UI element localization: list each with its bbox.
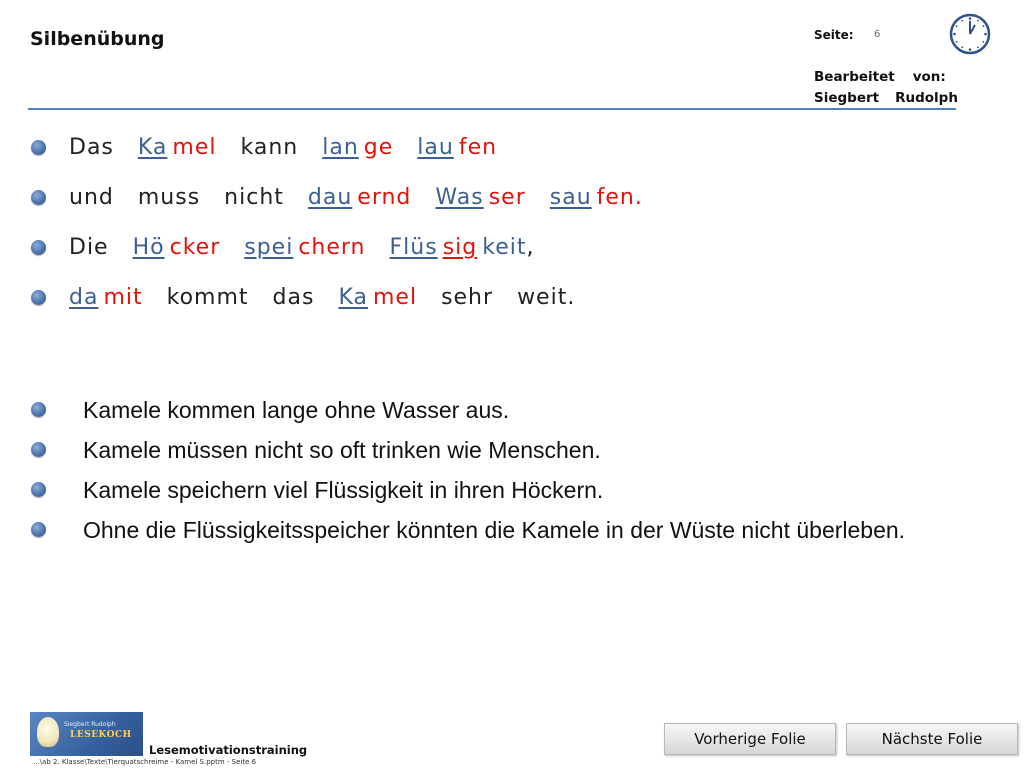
syllable: weit <box>517 285 568 310</box>
word <box>69 185 114 210</box>
logo-author: Siegbert Rudolph <box>64 721 116 728</box>
word <box>138 185 200 210</box>
editor-first: Siegbert <box>814 90 880 106</box>
syllable: fen <box>458 135 498 160</box>
page-number: 6 <box>874 29 881 40</box>
syllable: kann <box>240 135 299 160</box>
footer-path: ...\ab 2. Klasse\Texte\Tierquatschreime - Kamel S.pptm - Seite 6 <box>33 758 257 766</box>
word <box>322 135 393 160</box>
bullet-icon <box>31 402 46 417</box>
word <box>417 135 497 160</box>
word <box>441 285 493 310</box>
word <box>550 185 643 210</box>
syllable: kommt <box>166 285 249 310</box>
syllable: Die <box>69 235 109 260</box>
syllable: . <box>567 285 576 310</box>
word <box>273 285 315 310</box>
sentence-4: Ohne die Flüssigkeitsspeicher könnten die Kamele in der Wüste nicht überleben. <box>83 517 906 543</box>
syllable: lan <box>322 135 359 160</box>
syllable-line-3 <box>69 235 558 260</box>
bullet-icon <box>31 240 46 255</box>
word <box>69 235 109 260</box>
word <box>435 185 525 210</box>
syllable: lau <box>417 135 454 160</box>
syllable: mel <box>372 285 418 310</box>
word <box>224 185 284 210</box>
word <box>338 285 417 310</box>
next-slide-button[interactable]: Nächste Folie <box>846 723 1018 755</box>
clock-icon[interactable] <box>949 13 991 55</box>
syllable: , <box>526 235 535 260</box>
word <box>241 135 299 160</box>
syllable: mel <box>172 135 217 160</box>
logo-brand: LESEKOCH <box>70 730 132 740</box>
syllable: cker <box>169 235 221 260</box>
syllable: Hö <box>132 235 165 260</box>
word <box>133 235 221 260</box>
word <box>167 285 249 310</box>
word <box>138 135 217 160</box>
bullet-icon <box>31 190 46 205</box>
word <box>69 285 143 310</box>
editor-word1: Bearbeitet <box>814 69 895 85</box>
bullet-icon <box>31 442 46 457</box>
syllable: chern <box>298 235 366 260</box>
word <box>308 185 412 210</box>
lesekoch-logo <box>30 712 143 756</box>
previous-slide-button[interactable]: Vorherige Folie <box>664 723 836 755</box>
sentence-1: Kamele kommen lange ohne Wasser aus. <box>83 397 510 423</box>
word <box>244 235 365 260</box>
syllable: ge <box>363 135 394 160</box>
footer-label: Lesemotivationstraining <box>149 743 308 757</box>
syllable: nicht <box>224 185 284 210</box>
header-divider <box>28 108 956 110</box>
syllable: sig <box>442 235 478 260</box>
syllable-line-2 <box>69 185 667 210</box>
syllable: Ka <box>137 135 168 160</box>
syllable-line-4 <box>69 285 599 310</box>
bullet-icon <box>31 290 46 305</box>
syllable: fen. <box>596 185 643 210</box>
word <box>390 235 535 260</box>
syllable: mit <box>103 285 143 310</box>
editor-credit <box>814 67 958 109</box>
syllable: da <box>69 285 99 310</box>
syllable: Flüs <box>389 235 438 260</box>
syllable: sehr <box>441 285 494 310</box>
page-title: Silbenübung <box>30 28 165 50</box>
syllable: Was <box>435 185 484 210</box>
syllable: Ka <box>338 285 368 310</box>
word <box>517 285 575 310</box>
bullet-icon <box>31 522 46 537</box>
syllable: ernd <box>357 185 412 210</box>
syllable: das <box>272 285 315 310</box>
bulb-icon <box>37 717 59 747</box>
syllable: und <box>69 185 114 210</box>
sentence-2: Kamele müssen nicht so oft trinken wie Menschen. <box>83 437 601 463</box>
syllable-line-1 <box>69 135 521 160</box>
editor-last: Rudolph <box>895 90 958 106</box>
word <box>69 135 114 160</box>
syllable: spei <box>244 235 294 260</box>
bullet-icon <box>31 140 46 155</box>
syllable: dau <box>307 185 353 210</box>
syllable: Das <box>69 135 114 160</box>
syllable: muss <box>137 185 201 210</box>
page-label: Seite: <box>814 28 854 42</box>
syllable: sau <box>549 185 592 210</box>
syllable: ser <box>488 185 526 210</box>
bullet-icon <box>31 482 46 497</box>
editor-word2: von: <box>912 69 946 85</box>
syllable: keit <box>482 235 527 260</box>
sentence-3: Kamele speichern viel Flüssigkeit in ihren Höckern. <box>83 477 604 503</box>
